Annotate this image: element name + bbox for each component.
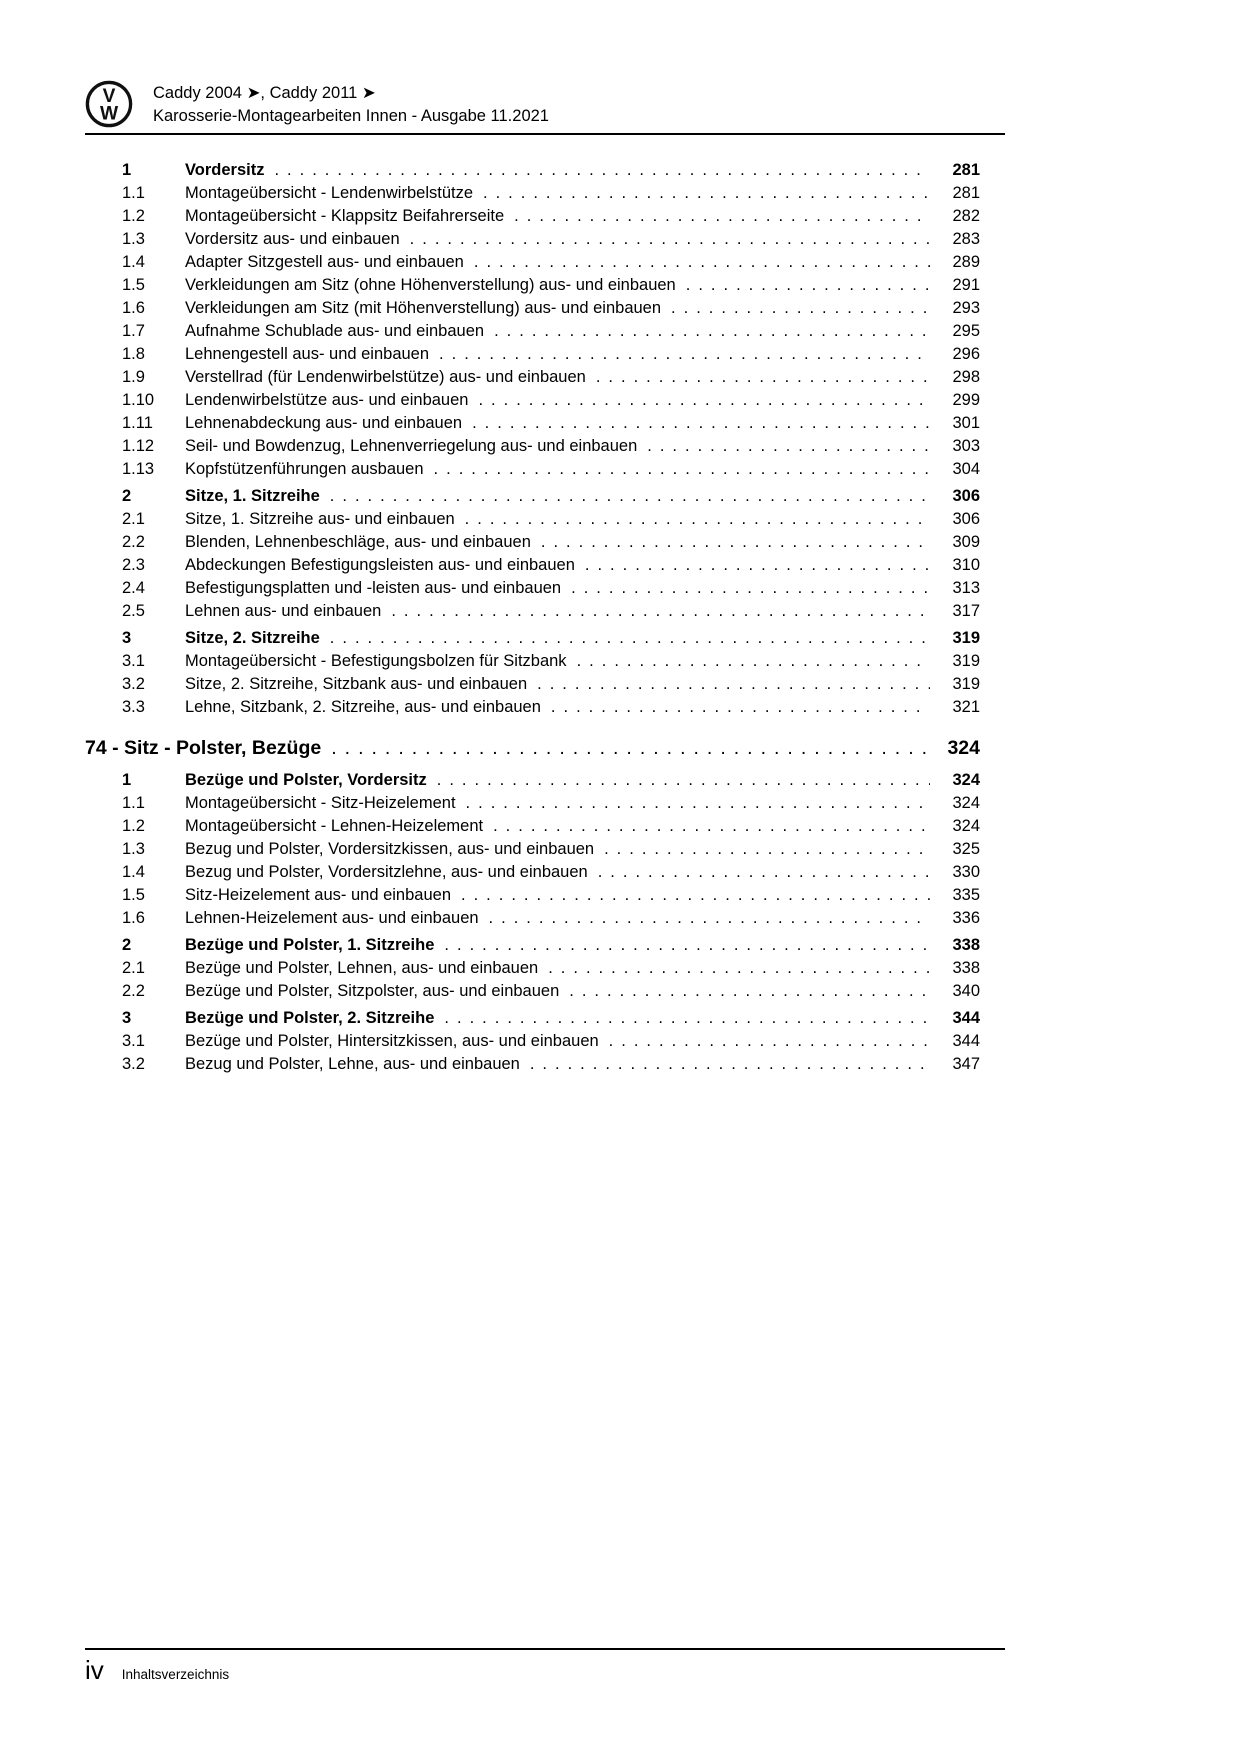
dot-leader <box>483 182 930 205</box>
toc-entry-number: 2.2 <box>122 533 145 551</box>
dot-leader <box>598 861 930 884</box>
dot-leader <box>647 435 930 458</box>
toc-entry-number: 1.1 <box>122 184 145 202</box>
toc-entry-title: Lehnen aus- und einbauen <box>185 602 382 620</box>
toc-entry-row <box>85 884 1005 907</box>
toc-entry-number: 2.4 <box>122 579 145 597</box>
toc-entry-number: 1.12 <box>122 437 155 455</box>
toc-entry-row <box>85 228 1005 251</box>
toc-entry-title: Seil- und Bowdenzug, Lehnenverriegelung aus- und einbauen <box>185 437 638 455</box>
toc-entry-title: Bezüge und Polster, 1. Sitzreihe <box>185 936 435 954</box>
dot-leader <box>444 1007 930 1030</box>
vw-logo-letter-v: V <box>102 86 116 108</box>
toc-entry-number: 1.9 <box>122 368 145 386</box>
toc-entry-row <box>85 274 1005 297</box>
toc-entry-title: Sitze, 2. Sitzreihe <box>185 629 320 647</box>
toc-entry-title: Bezüge und Polster, Vordersitz <box>185 771 427 789</box>
dot-leader <box>331 735 930 761</box>
toc-chapter-row <box>85 735 1005 761</box>
toc-entry-row <box>85 815 1005 838</box>
toc-entry-page: 281 <box>952 161 980 179</box>
toc-entry-page: 293 <box>952 299 980 317</box>
toc-entry-row <box>85 412 1005 435</box>
toc-entry-row <box>85 251 1005 274</box>
toc-entry-number: 1.3 <box>122 840 145 858</box>
toc-entry-page: 283 <box>952 230 980 248</box>
toc-entry-page: 325 <box>952 840 980 858</box>
toc-entry-title: Adapter Sitzgestell aus- und einbauen <box>185 253 464 271</box>
toc-entry-page: 299 <box>952 391 980 409</box>
toc-entry-page: 324 <box>952 794 980 812</box>
toc-entry-title: Verkleidungen am Sitz (mit Höhenverstellung) aus- und einbauen <box>185 299 662 317</box>
dot-leader <box>671 297 930 320</box>
toc-entry-page: 324 <box>952 771 980 789</box>
toc-entry-page: 338 <box>952 959 980 977</box>
toc-entry-number: 3 <box>122 629 132 647</box>
toc-entry-number: 3 <box>122 1009 132 1027</box>
dot-leader <box>577 650 930 673</box>
toc-entry-row <box>85 182 1005 205</box>
vw-logo-letter-w: W <box>99 103 119 125</box>
dot-leader <box>472 412 930 435</box>
toc-entry-page: 291 <box>952 276 980 294</box>
toc-entry-number: 1.10 <box>122 391 155 409</box>
toc-entry-row <box>85 531 1005 554</box>
toc-entry-page: 321 <box>952 698 980 716</box>
vw-logo-icon <box>85 80 133 128</box>
dot-leader <box>474 251 930 274</box>
header-divider <box>85 133 1005 135</box>
dot-leader <box>596 366 930 389</box>
toc-entry-number: 3.1 <box>122 1032 145 1050</box>
toc-entry-page: 340 <box>952 982 980 1000</box>
toc-entry-number: 2 <box>122 487 132 505</box>
toc-entry-number: 1.5 <box>122 886 145 904</box>
toc-entry-number: 3.1 <box>122 652 145 670</box>
dot-leader <box>410 228 930 251</box>
toc-entry-row <box>85 366 1005 389</box>
toc-entry-row <box>85 600 1005 623</box>
toc-entry-title: Lendenwirbelstütze aus- und einbauen <box>185 391 469 409</box>
toc-entry-number: 1.8 <box>122 345 145 363</box>
header-edition-line: Karosserie-Montagearbeiten Innen - Ausgabe 11.2021 <box>153 107 549 125</box>
toc-entry-number: 2.5 <box>122 602 145 620</box>
toc-entry-number: 1 <box>122 161 132 179</box>
toc-entry-row <box>85 343 1005 366</box>
toc-entry-title: Bezug und Polster, Vordersitzkissen, aus- und einbauen <box>185 840 595 858</box>
toc-entry-title: Kopfstützenführungen ausbauen <box>185 460 424 478</box>
toc-entry-title: Montageübersicht - Befestigungsbolzen für Sitzbank <box>185 652 567 670</box>
toc-entry-row <box>85 957 1005 980</box>
toc-entry-title: Lehnenabdeckung aus- und einbauen <box>185 414 463 432</box>
toc-entry-number: 1.3 <box>122 230 145 248</box>
toc-entry-row <box>85 1007 1005 1030</box>
toc-entry-title: Bezüge und Polster, 2. Sitzreihe <box>185 1009 435 1027</box>
toc-entry-title: Bezüge und Polster, Sitzpolster, aus- und einbauen <box>185 982 560 1000</box>
dot-leader <box>585 554 930 577</box>
dot-leader <box>609 1030 930 1053</box>
footer-label: Inhaltsverzeichnis <box>121 1667 230 1682</box>
toc-entry-row <box>85 934 1005 957</box>
toc-entry-title: Lehne, Sitzbank, 2. Sitzreihe, aus- und einbauen <box>185 698 541 716</box>
dot-leader <box>478 389 930 412</box>
dot-leader <box>604 838 930 861</box>
toc-entry-page: 306 <box>952 510 980 528</box>
dot-leader <box>493 815 930 838</box>
toc-entry-title: Sitz-Heizelement aus- und einbauen <box>185 886 451 904</box>
toc-entry-title: Montageübersicht - Lendenwirbelstütze <box>185 184 474 202</box>
toc-entry-page: 336 <box>952 909 980 927</box>
header-text-block <box>153 80 549 128</box>
toc-entry-page: 304 <box>952 460 980 478</box>
toc-entry-number: 1.4 <box>122 863 145 881</box>
toc-chapter-page: 324 <box>947 737 980 759</box>
toc-entry-number: 1.7 <box>122 322 145 340</box>
toc-entry-number: 1.6 <box>122 299 145 317</box>
toc-entry-title: Verstellrad (für Lendenwirbelstütze) aus- und einbauen <box>185 368 586 386</box>
toc-entry-page: 301 <box>952 414 980 432</box>
dot-leader <box>569 980 930 1003</box>
dot-leader <box>274 159 930 182</box>
toc-entry-title: Lehnen-Heizelement aus- und einbauen <box>185 909 479 927</box>
toc-entry-number: 1.4 <box>122 253 145 271</box>
header-model-line: Caddy 2004 ➤, Caddy 2011 ➤ <box>153 84 376 102</box>
toc-entry-title: Lehnengestell aus- und einbauen <box>185 345 430 363</box>
toc-entry-title: Montageübersicht - Klappsitz Beifahrerseite <box>185 207 505 225</box>
toc-entry-title: Blenden, Lehnenbeschläge, aus- und einbauen <box>185 533 531 551</box>
toc-entry-row <box>85 673 1005 696</box>
toc-entry-page: 324 <box>952 817 980 835</box>
table-of-contents <box>85 155 1005 1076</box>
toc-entry-row <box>85 861 1005 884</box>
footer-page-number: iv <box>85 1655 104 1685</box>
toc-entry-number: 3.2 <box>122 675 145 693</box>
toc-entry-title: Bezüge und Polster, Lehnen, aus- und einbauen <box>185 959 539 977</box>
toc-entry-row <box>85 577 1005 600</box>
toc-entry-page: 309 <box>952 533 980 551</box>
toc-entry-row <box>85 980 1005 1003</box>
dot-leader <box>466 792 930 815</box>
toc-entry-page: 310 <box>952 556 980 574</box>
toc-entry-title: Verkleidungen am Sitz (ohne Höhenverstellung) aus- und einbauen <box>185 276 676 294</box>
toc-entry-row <box>85 508 1005 531</box>
toc-entry-page: 295 <box>952 322 980 340</box>
toc-entry-title: Abdeckungen Befestigungsleisten aus- und einbauen <box>185 556 575 574</box>
dot-leader <box>465 508 930 531</box>
dot-leader <box>494 320 930 343</box>
toc-entry-page: 330 <box>952 863 980 881</box>
toc-entry-number: 1.2 <box>122 207 145 225</box>
toc-entry-title: Sitze, 1. Sitzreihe <box>185 487 320 505</box>
toc-entry-row <box>85 650 1005 673</box>
toc-entry-number: 2.1 <box>122 510 145 528</box>
dot-leader <box>444 934 930 957</box>
toc-entry-number: 1.11 <box>122 414 153 432</box>
dot-leader <box>530 1053 930 1076</box>
footer-divider <box>85 1648 1005 1650</box>
toc-entry-number: 1.6 <box>122 909 145 927</box>
toc-chapter-title: 74 - Sitz - Polster, Bezüge <box>85 737 322 759</box>
dot-leader <box>514 205 930 228</box>
toc-entry-row <box>85 792 1005 815</box>
toc-entry-number: 2.1 <box>122 959 145 977</box>
toc-entry-title: Sitze, 2. Sitzreihe, Sitzbank aus- und einbauen <box>185 675 528 693</box>
toc-entry-title: Befestigungsplatten und -leisten aus- und einbauen <box>185 579 562 597</box>
toc-entry-page: 344 <box>952 1009 980 1027</box>
toc-entry-row <box>85 627 1005 650</box>
toc-entry-page: 313 <box>952 579 980 597</box>
dot-leader <box>541 531 930 554</box>
toc-entry-page: 319 <box>952 652 980 670</box>
toc-entry-row <box>85 1030 1005 1053</box>
toc-entry-row <box>85 769 1005 792</box>
toc-entry-page: 338 <box>952 936 980 954</box>
toc-entry-page: 319 <box>952 629 980 647</box>
toc-entry-page: 306 <box>952 487 980 505</box>
page-footer <box>85 1655 1005 1685</box>
toc-entry-number: 1 <box>122 771 132 789</box>
dot-leader <box>489 907 930 930</box>
toc-entry-number: 1.5 <box>122 276 145 294</box>
toc-entry-row <box>85 1053 1005 1076</box>
toc-entry-page: 289 <box>952 253 980 271</box>
toc-entry-title: Sitze, 1. Sitzreihe aus- und einbauen <box>185 510 455 528</box>
toc-entry-number: 2.2 <box>122 982 145 1000</box>
toc-entry-title: Aufnahme Schublade aus- und einbauen <box>185 322 485 340</box>
dot-leader <box>439 343 930 366</box>
dot-leader <box>330 485 930 508</box>
toc-entry-number: 1.2 <box>122 817 145 835</box>
toc-entry-row <box>85 159 1005 182</box>
toc-entry-page: 319 <box>952 675 980 693</box>
toc-entry-page: 303 <box>952 437 980 455</box>
dot-leader <box>437 769 930 792</box>
toc-entry-title: Bezug und Polster, Vordersitzlehne, aus- und einbauen <box>185 863 588 881</box>
toc-entry-page: 281 <box>952 184 980 202</box>
dot-leader <box>548 957 930 980</box>
toc-entry-row <box>85 458 1005 481</box>
toc-entry-title: Vordersitz <box>185 161 265 179</box>
toc-entry-number: 1.1 <box>122 794 145 812</box>
toc-entry-page: 317 <box>952 602 980 620</box>
page-header <box>85 80 549 128</box>
toc-entry-page: 298 <box>952 368 980 386</box>
dot-leader <box>571 577 930 600</box>
toc-entry-title: Montageübersicht - Sitz-Heizelement <box>185 794 456 812</box>
toc-entry-row <box>85 838 1005 861</box>
toc-entry-number: 2 <box>122 936 132 954</box>
toc-entry-number: 1.13 <box>122 460 155 478</box>
dot-leader <box>537 673 930 696</box>
toc-entry-row <box>85 389 1005 412</box>
toc-entry-row <box>85 696 1005 719</box>
dot-leader <box>686 274 930 297</box>
toc-entry-title: Montageübersicht - Lehnen-Heizelement <box>185 817 484 835</box>
toc-entry-title: Bezug und Polster, Lehne, aus- und einbauen <box>185 1055 520 1073</box>
dot-leader <box>551 696 930 719</box>
toc-entry-page: 282 <box>952 207 980 225</box>
toc-entry-page: 296 <box>952 345 980 363</box>
toc-entry-row <box>85 205 1005 228</box>
dot-leader <box>391 600 930 623</box>
toc-entry-row <box>85 554 1005 577</box>
toc-entry-page: 335 <box>952 886 980 904</box>
toc-entry-page: 344 <box>952 1032 980 1050</box>
toc-entry-row <box>85 297 1005 320</box>
toc-entry-title: Bezüge und Polster, Hintersitzkissen, aus- und einbauen <box>185 1032 599 1050</box>
dot-leader <box>330 627 930 650</box>
toc-entry-number: 3.2 <box>122 1055 145 1073</box>
toc-entry-row <box>85 907 1005 930</box>
dot-leader <box>461 884 930 907</box>
toc-entry-page: 347 <box>952 1055 980 1073</box>
toc-entry-number: 3.3 <box>122 698 145 716</box>
toc-entry-title: Vordersitz aus- und einbauen <box>185 230 400 248</box>
dot-leader <box>434 458 930 481</box>
toc-entry-row <box>85 435 1005 458</box>
toc-entry-row <box>85 320 1005 343</box>
toc-entry-number: 2.3 <box>122 556 145 574</box>
toc-entry-row <box>85 485 1005 508</box>
